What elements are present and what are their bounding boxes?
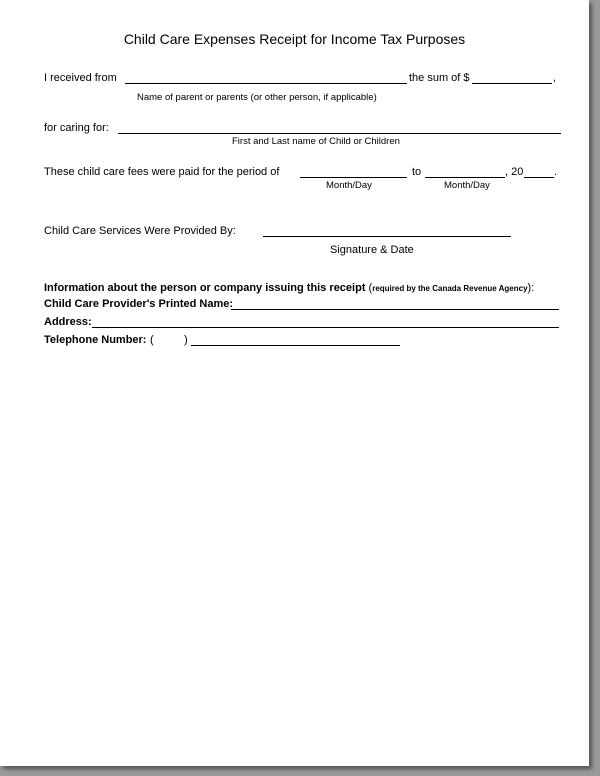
period-end-field[interactable]	[425, 177, 505, 178]
sum-comma: ,	[553, 72, 557, 84]
caring-for-label: for caring for:	[44, 122, 109, 134]
year-field[interactable]	[524, 177, 554, 178]
area-code-paren-open: (	[150, 334, 154, 346]
telephone-field[interactable]	[191, 345, 400, 346]
provided-by-label: Child Care Services Were Provided By:	[44, 225, 236, 237]
year-prefix: , 20	[505, 166, 524, 178]
signature-date-sublabel: Signature & Date	[330, 244, 414, 256]
telephone-label: Telephone Number:	[44, 334, 147, 346]
child-name-field[interactable]	[118, 133, 561, 134]
child-name-sublabel: First and Last name of Child or Children	[232, 136, 400, 147]
end-month-day-sublabel: Month/Day	[444, 180, 490, 191]
area-code-field[interactable]	[157, 345, 183, 346]
period-end-dot: .	[554, 166, 558, 178]
payer-name-sublabel: Name of parent or parents (or other person, if applicable)	[137, 92, 377, 103]
signature-field[interactable]	[263, 236, 511, 237]
period-start-field[interactable]	[300, 177, 407, 178]
sum-amount-field[interactable]	[472, 83, 552, 84]
provider-name-field[interactable]	[231, 309, 559, 310]
provider-name-label: Child Care Provider's Printed Name:	[44, 298, 234, 310]
payer-name-field[interactable]	[125, 83, 407, 84]
cra-note: required by the Canada Revenue Agency	[372, 284, 528, 293]
issuer-paren-open: (	[368, 282, 373, 294]
received-from-label: I received from	[44, 72, 117, 84]
to-label: to	[412, 166, 422, 178]
issuer-heading: Information about the person or company issuing this receipt	[44, 282, 366, 294]
page-title: Child Care Expenses Receipt for Income Tax Purposes	[123, 31, 466, 47]
fees-period-label: These child care fees were paid for the period of	[44, 166, 280, 178]
sum-label: the sum of $	[409, 72, 470, 84]
issuer-paren-close: ):	[527, 282, 535, 294]
address-label: Address:	[44, 316, 92, 328]
issuer-heading-line	[44, 282, 534, 294]
start-month-day-sublabel: Month/Day	[326, 180, 372, 191]
address-field[interactable]	[92, 327, 559, 328]
area-code-paren-close: )	[184, 334, 188, 346]
